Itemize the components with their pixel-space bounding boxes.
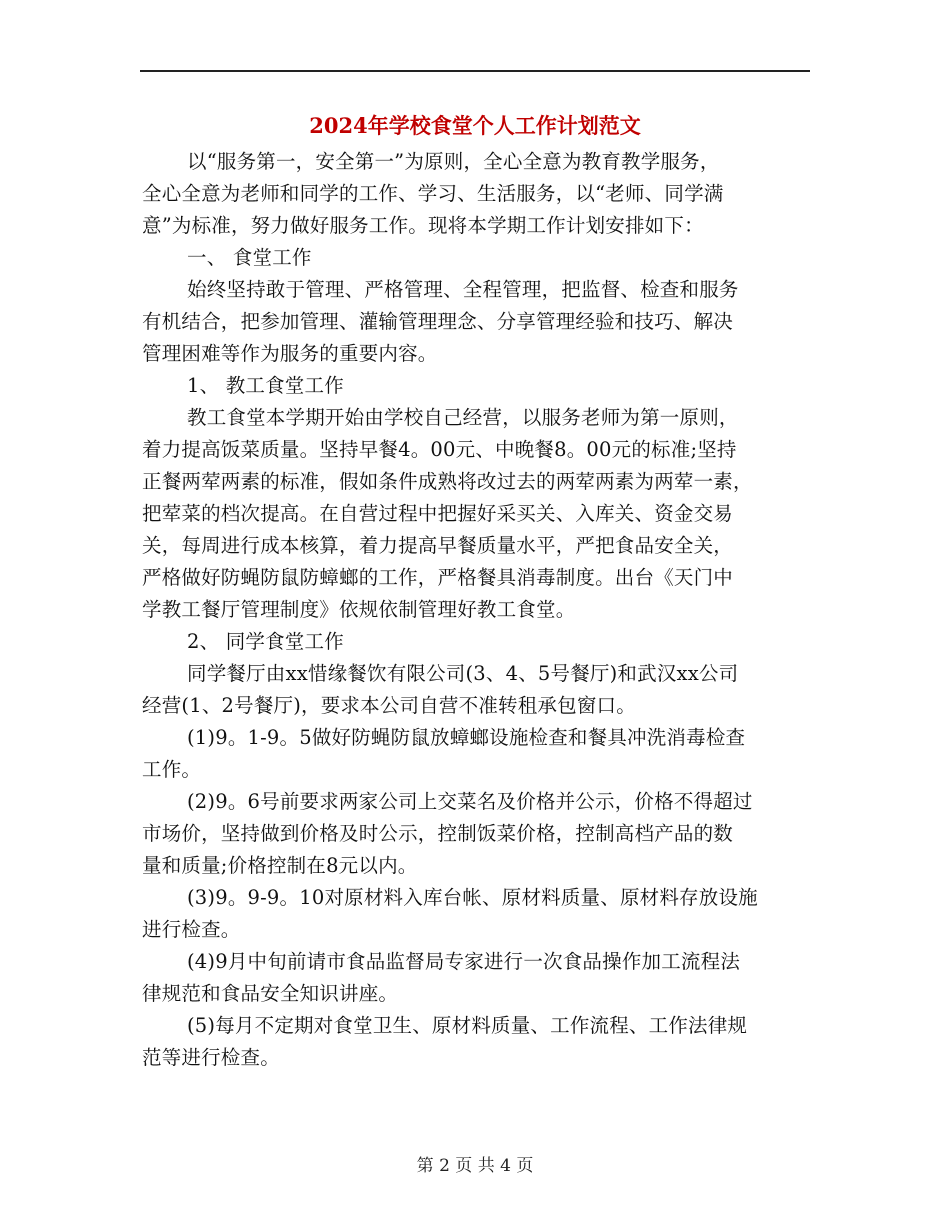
list-item-line: 律规范和食品安全知识讲座。 bbox=[142, 982, 399, 1005]
paragraph-line: 正餐两荤两素的标准，假如条件成熟将改过去的两荤两素为两荤一素， bbox=[142, 470, 753, 493]
list-item-line: (1)9。1-9。5做好防蝇防鼠放蟑螂设施检查和餐具冲洗消毒检查 bbox=[187, 726, 746, 749]
paragraph-line: 始终坚持敢于管理、严格管理、全程管理，把监督、检查和服务 bbox=[187, 278, 739, 301]
list-item-line: 范等进行检查。 bbox=[142, 1046, 280, 1069]
list-item-line: (5)每月不定期对食堂卫生、原材料质量、工作流程、工作法律规 bbox=[187, 1014, 748, 1037]
list-item-line: 量和质量;价格控制在8元以内。 bbox=[142, 854, 418, 877]
paragraph-line: 把荤菜的档次提高。在自营过程中把握好采买关、入库关、资金交易 bbox=[142, 502, 734, 525]
paragraph-line: 管理困难等作为服务的重要内容。 bbox=[142, 342, 438, 365]
paragraph-line: 意”为标准，努力做好服务工作。现将本学期工作计划安排如下： bbox=[142, 214, 704, 237]
page-number-footer: 第 2 页 共 4 页 bbox=[416, 1156, 534, 1176]
list-item-line: (2)9。6号前要求两家公司上交菜名及价格并公示，价格不得超过 bbox=[187, 790, 753, 813]
paragraph-line: 以“服务第一，安全第一”为原则，全心全意为教育教学服务， bbox=[187, 150, 720, 173]
paragraph-line: 经营(1、2号餐厅)，要求本公司自营不准转租承包窗口。 bbox=[142, 694, 636, 717]
paragraph-line: 学教工餐厅管理制度》依规依制管理好教工食堂。 bbox=[142, 598, 576, 621]
paragraph-line: 严格做好防蝇防鼠防蟑螂的工作，严格餐具消毒制度。出台《天门中 bbox=[142, 566, 734, 589]
list-item-line: 市场价，坚持做到价格及时公示，控制饭菜价格，控制高档产品的数 bbox=[142, 822, 734, 845]
list-item-line: (3)9。9-9。10对原材料入库台帐、原材料质量、原材料存放设施 bbox=[187, 886, 758, 909]
document-body bbox=[142, 150, 810, 1078]
subsection-heading: 2、 同学食堂工作 bbox=[187, 630, 344, 653]
paragraph-line: 着力提高饭菜质量。坚持早餐4。00元、中晚餐8。00元的标准;坚持 bbox=[142, 438, 737, 461]
list-item-line: 工作。 bbox=[142, 758, 202, 781]
list-item-line: (4)9月中旬前请市食品监督局专家进行一次食品操作加工流程法 bbox=[187, 950, 741, 973]
subsection-heading: 1、 教工食堂工作 bbox=[187, 374, 344, 397]
paragraph-line: 同学餐厅由xx惜缘餐饮有限公司(3、4、5号餐厅)和武汉xx公司 bbox=[187, 662, 739, 685]
header-rule bbox=[140, 70, 810, 72]
paragraph-line: 有机结合，把参加管理、灌输管理理念、分享管理经验和技巧、解决 bbox=[142, 310, 734, 333]
section-heading: 一、 食堂工作 bbox=[187, 246, 312, 269]
paragraph-line: 关，每周进行成本核算，着力提高早餐质量水平，严把食品安全关， bbox=[142, 534, 734, 557]
list-item-line: 进行检查。 bbox=[142, 918, 241, 941]
document-title: 2024年学校食堂个人工作计划范文 bbox=[309, 113, 641, 138]
paragraph-line: 教工食堂本学期开始由学校自己经营，以服务老师为第一原则， bbox=[187, 406, 739, 429]
paragraph-line: 全心全意为老师和同学的工作、学习、生活服务，以“老师、同学满 bbox=[142, 182, 724, 205]
